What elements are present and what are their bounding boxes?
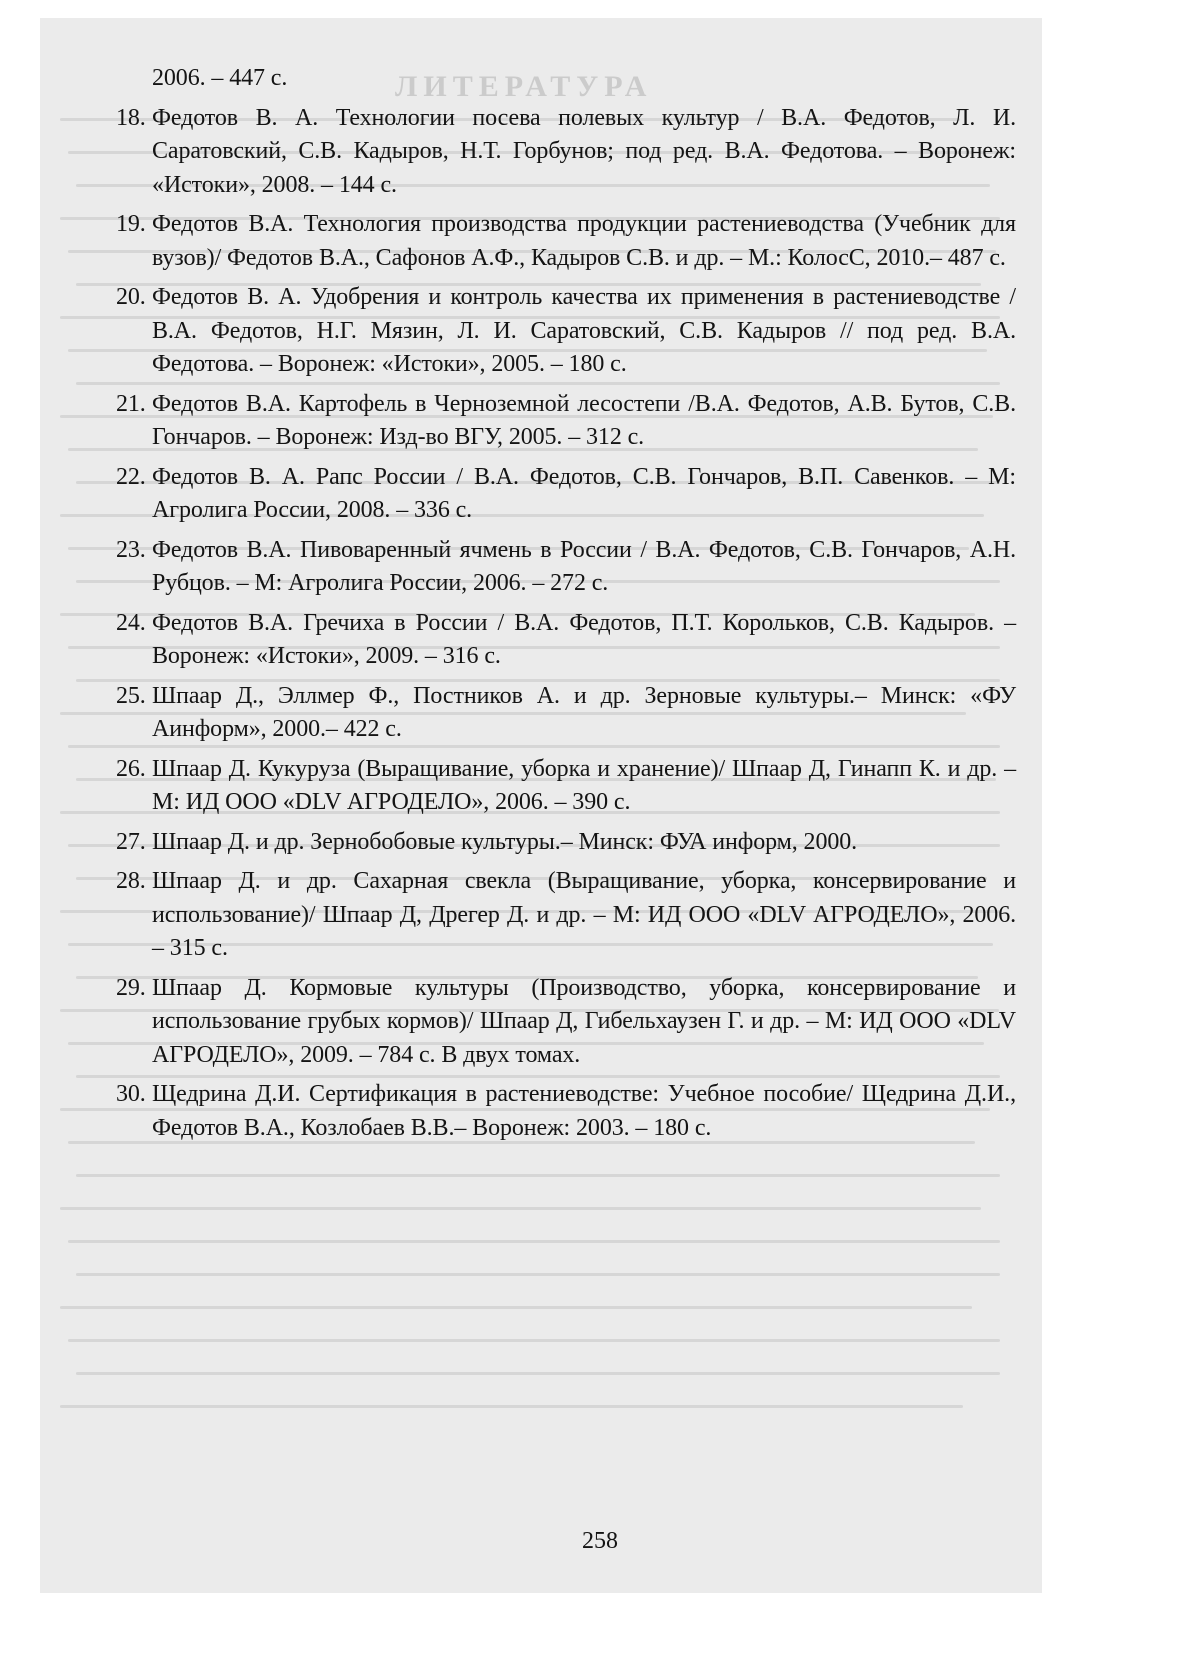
reference-entry: [116, 208, 1016, 275]
reference-entry: [116, 607, 1016, 674]
reference-number: 24.: [116, 609, 146, 636]
reference-number: 25.: [116, 682, 146, 709]
reference-entry: [116, 281, 1016, 382]
reference-number: 30.: [116, 1081, 146, 1107]
bleed-through-line: [76, 1372, 1000, 1375]
bleed-through-line: [76, 1273, 1000, 1276]
reference-text: Федотов В.А. Пивоваренный ячмень в России / В.А. Федотов, С.В. Гончаров, А.Н. Рубцов. – М: Агролига России, 2006. – 272 с.: [152, 536, 1016, 596]
reference-entry: [116, 753, 1016, 820]
scanned-page: [40, 18, 1042, 1593]
reference-number: 29.: [116, 974, 146, 1001]
reference-entry: [116, 534, 1016, 601]
reference-number: 23.: [116, 536, 146, 563]
reference-number: 18.: [116, 104, 146, 131]
reference-entry: [116, 1078, 1016, 1145]
reference-text: Щедрина Д.И. Сертификация в растениеводстве: Учебное пособие/ Щедрина Д.И., Федотов В.А., Козлобаев В.В.– Воронеж: 2003. – 180 с.: [152, 1081, 1016, 1141]
reference-entry: [116, 826, 1016, 860]
reference-text: Федотов В.А. Технология производства продукции растениеводства (Учебник для вузов)/ Федотов В.А., Сафонов А.Ф., Кадыров С.В. и др. – М.: КолосС, 2010.– 487 с.: [152, 211, 1016, 271]
reference-text: Федотов В.А. Картофель в Черноземной лесостепи /В.А. Федотов, А.В. Бутов, С.В. Гончаров. – Воронеж: Изд-во ВГУ, 2005. – 312 с.: [152, 390, 1016, 450]
reference-text: Федотов В. А. Удобрения и контроль качества их применения в растениеводстве / В.А. Федотов, Н.Г. Мязин, Л. И. Саратовский, С.В. Кадыров // под ред. В.А. Федотова. – Воронеж: «Истоки», 2005. – 180 с.: [152, 284, 1016, 377]
bleed-through-line: [60, 1207, 981, 1210]
reference-list: [116, 62, 1016, 1151]
bleed-through-line: [60, 1306, 972, 1309]
reference-text: Шпаар Д. и др. Сахарная свекла (Выращивание, уборка, консервирование и использование)/ Шпаар Д, Дрегер Д. и др. – М: ИД ООО «DLV АГРОДЕЛО», 2006. – 315 с.: [152, 868, 1016, 961]
reference-entry: [116, 680, 1016, 747]
reference-number: 26.: [116, 755, 146, 782]
reference-text: Шпаар Д., Эллмер Ф., Постников А. и др. Зерновые культуры.– Минск: «ФУ Аинформ», 2000.– 422 с.: [152, 682, 1016, 742]
bleed-through-line: [76, 1174, 1000, 1177]
reference-entry: [116, 865, 1016, 966]
reference-entry: [116, 972, 1016, 1073]
bleed-through-line: [68, 1339, 1000, 1342]
reference-number: 20.: [116, 284, 146, 310]
bleed-through-heading: ЛИТЕРАТУРА: [395, 70, 653, 103]
bleed-through-line: [68, 1240, 1000, 1243]
reference-number: 28.: [116, 868, 146, 894]
reference-text: Шпаар Д. и др. Зернобобовые культуры.– Минск: ФУА информ, 2000.: [152, 828, 858, 855]
reference-number: 21.: [116, 390, 146, 417]
reference-text: Шпаар Д. Кормовые культуры (Производство, уборка, консервирование и использование грубых кормов)/ Шпаар Д, Гибельхаузен Г. и др. – М: ИД ООО «DLV АГРОДЕЛО», 2009. – 784 с. В двух томах.: [152, 974, 1016, 1068]
page-number: 258: [582, 1528, 618, 1554]
reference-number: 19.: [116, 211, 146, 237]
reference-continuation: 2006. – 447 с.: [152, 65, 288, 91]
reference-number: 27.: [116, 828, 146, 855]
reference-entry: [116, 461, 1016, 528]
reference-text: Федотов В. А. Технологии посева полевых культур / В.А. Федотов, Л. И. Саратовский, С.В. Кадыров, Н.Т. Горбунов; под ред. В.А. Федотова. – Воронеж: «Истоки», 2008. – 144 с.: [152, 104, 1016, 198]
reference-entry: [116, 388, 1016, 455]
reference-text: Шпаар Д. Кукуруза (Выращивание, уборка и хранение)/ Шпаар Д, Гинапп К. и др. – М: ИД ООО «DLV АГРОДЕЛО», 2006. – 390 с.: [152, 755, 1016, 815]
reference-text: Федотов В.А. Гречиха в России / В.А. Федотов, П.Т. Корольков, С.В. Кадыров. – Воронеж: «Истоки», 2009. – 316 с.: [152, 609, 1016, 669]
reference-text: Федотов В. А. Рапс России / В.А. Федотов, С.В. Гончаров, В.П. Савенков. – М: Агролига России, 2008. – 336 с.: [152, 463, 1016, 523]
reference-entry: [116, 102, 1016, 203]
reference-number: 22.: [116, 463, 146, 490]
bleed-through-line: [60, 1405, 963, 1408]
